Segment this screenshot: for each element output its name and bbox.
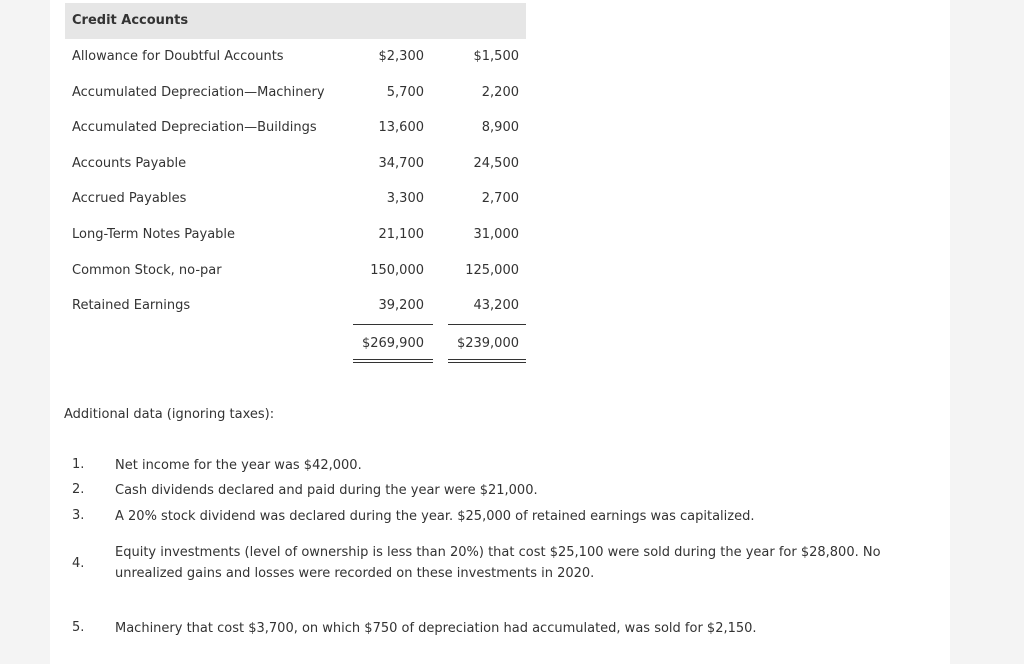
value-col1: 150,000 <box>370 262 424 278</box>
double-rule-top <box>448 359 526 360</box>
table-row <box>65 181 526 217</box>
total-row <box>65 336 526 360</box>
value-col2: 8,900 <box>481 120 519 136</box>
table-row <box>65 253 526 289</box>
subtotal-rule <box>448 324 526 325</box>
additional-data-heading: Additional data (ignoring taxes): <box>64 407 275 422</box>
table-row <box>65 110 526 146</box>
value-col2: 31,000 <box>473 226 519 242</box>
value-col1: 21,100 <box>378 226 424 242</box>
value-col1: 34,700 <box>378 155 424 171</box>
value-col1: 3,300 <box>386 191 424 207</box>
document-page <box>50 0 950 664</box>
value-col1: 5,700 <box>386 84 424 100</box>
item-text: Machinery that cost $3,700, on which $750 of depreciation had accumulated, was sold for $2,150. <box>115 621 757 636</box>
item-number: 1. <box>72 457 85 472</box>
table-header: Credit Accounts <box>65 3 526 39</box>
double-rule-bottom <box>353 362 433 363</box>
value-col1: 13,600 <box>378 120 424 136</box>
account-name: Retained Earnings <box>72 298 191 314</box>
value-col1: 39,200 <box>378 298 424 314</box>
subtotal-rule <box>353 324 433 325</box>
double-rule-top <box>353 359 433 360</box>
account-name: Accounts Payable <box>72 155 187 171</box>
item-text: A 20% stock dividend was declared during the year. $25,000 of retained earnings was capitalized. <box>115 509 755 524</box>
value-col2: 43,200 <box>473 298 519 314</box>
credit-accounts-table <box>65 3 526 351</box>
item-text: Equity investments (level of ownership is less than 20%) that cost $25,100 were sold during the year for $28,800. No unrealized gains and losses were recorded on these investments in 2020. <box>115 545 881 581</box>
table-row <box>65 288 526 324</box>
table-row <box>65 217 526 253</box>
item-text: Cash dividends declared and paid during the year were $21,000. <box>115 483 538 498</box>
table-row <box>65 39 526 75</box>
value-col2: $1,500 <box>473 49 519 64</box>
item-number: 2. <box>72 482 85 497</box>
table-row <box>65 75 526 111</box>
value-col2: 2,200 <box>481 84 519 100</box>
account-name: Accumulated Depreciation—Machinery <box>72 84 325 100</box>
value-col1: $2,300 <box>378 49 424 64</box>
item-number: 5. <box>72 620 85 635</box>
account-name: Common Stock, no-par <box>72 262 222 278</box>
account-name: Accrued Payables <box>72 191 187 207</box>
value-col2: 125,000 <box>465 262 519 278</box>
table-row <box>65 146 526 182</box>
double-rule-bottom <box>448 362 526 363</box>
item-number: 4. <box>72 556 85 571</box>
total-col1: $269,900 <box>361 336 424 351</box>
account-name: Accumulated Depreciation—Buildings <box>72 120 317 136</box>
item-number: 3. <box>72 508 85 523</box>
account-name: Long-Term Notes Payable <box>72 226 236 242</box>
item-text: Net income for the year was $42,000. <box>115 458 362 473</box>
value-col2: 24,500 <box>473 155 519 171</box>
value-col2: 2,700 <box>481 191 519 207</box>
account-name: Allowance for Doubtful Accounts <box>72 49 284 64</box>
total-col2: $239,000 <box>456 336 519 351</box>
